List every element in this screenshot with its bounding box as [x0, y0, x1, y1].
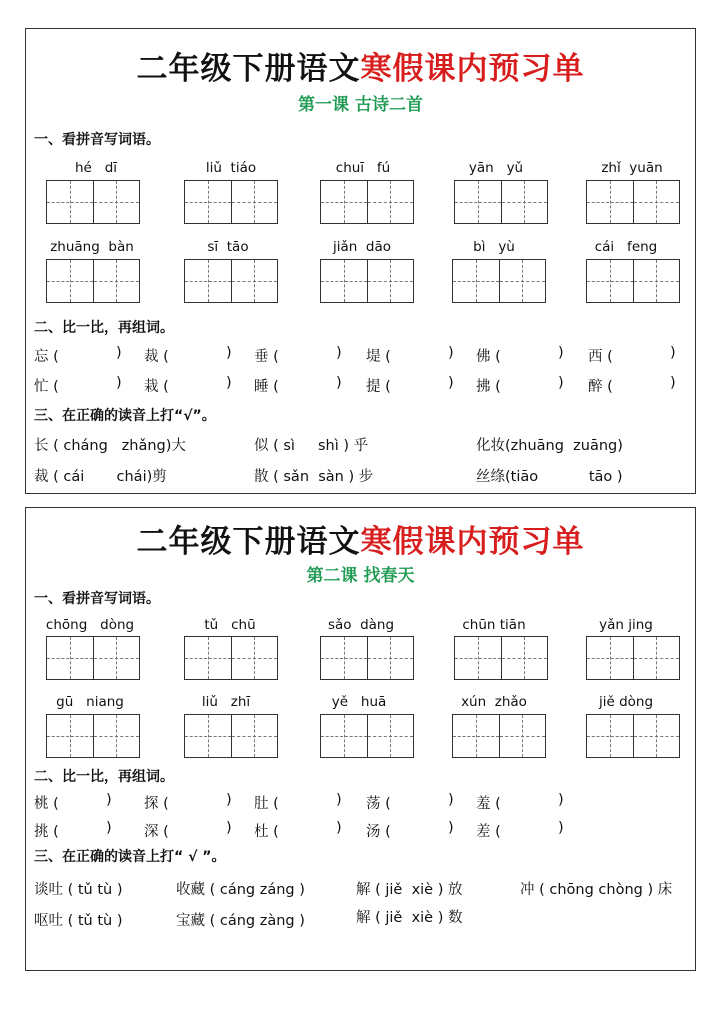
- compare-char: 佛 (: [476, 349, 501, 365]
- reading-item: 收藏 ( cáng záng ): [176, 882, 305, 898]
- reading-item: 宝藏 ( cáng zàng ): [176, 913, 305, 929]
- pinyin-label: yān yǔ: [468, 160, 524, 176]
- writing-grid[interactable]: [586, 636, 680, 680]
- compare-close-paren: ): [558, 820, 564, 836]
- pinyin-label: yǎn jing: [599, 617, 653, 633]
- section-pinyin-heading: 一、看拼音写词语。: [34, 591, 160, 607]
- writing-grid[interactable]: [46, 714, 140, 758]
- compare-close-paren: ): [670, 345, 676, 361]
- section-compare-heading: 二、比一比，再组词。: [34, 320, 174, 336]
- compare-close-paren: ): [226, 820, 232, 836]
- reading-item: 丝绦(tiāo tāo ): [476, 469, 623, 485]
- writing-grid[interactable]: [454, 636, 548, 680]
- worksheet-lesson-1: [25, 28, 696, 494]
- reading-item: 谈吐 ( tǔ tù ): [34, 882, 123, 898]
- compare-char: 汤 (: [366, 824, 391, 840]
- reading-item: 解 ( jiě xiè ) 数: [356, 910, 463, 926]
- pinyin-label: cái feng: [594, 239, 658, 255]
- writing-grid[interactable]: [320, 259, 414, 303]
- pinyin-label: chōng dòng: [45, 617, 135, 633]
- reading-item: 呕吐 ( tǔ tù ): [34, 913, 123, 929]
- writing-grid[interactable]: [184, 180, 278, 224]
- compare-close-paren: ): [670, 375, 676, 391]
- compare-close-paren: ): [226, 345, 232, 361]
- compare-close-paren: ): [116, 375, 122, 391]
- compare-char: 垂 (: [254, 349, 279, 365]
- worksheet-title: 二年级下册语文寒假课内预习单: [136, 524, 585, 560]
- compare-close-paren: ): [226, 375, 232, 391]
- writing-grid[interactable]: [46, 180, 140, 224]
- compare-close-paren: ): [448, 820, 454, 836]
- compare-char: 荡 (: [366, 796, 391, 812]
- writing-grid[interactable]: [46, 259, 140, 303]
- section-reading-heading: 三、在正确的读音上打“ √ ”。: [34, 849, 226, 865]
- compare-char: 桃 (: [34, 796, 59, 812]
- lesson-title: 第一课 古诗二首: [298, 95, 423, 115]
- pinyin-label: zhuāng bàn: [50, 239, 134, 255]
- compare-close-paren: ): [448, 792, 454, 808]
- writing-grid[interactable]: [184, 636, 278, 680]
- pinyin-label: sī tāo: [207, 239, 249, 255]
- writing-grid[interactable]: [586, 714, 680, 758]
- writing-grid[interactable]: [184, 259, 278, 303]
- compare-close-paren: ): [448, 375, 454, 391]
- compare-char: 睡 (: [254, 379, 279, 395]
- compare-close-paren: ): [336, 792, 342, 808]
- worksheet-title: 二年级下册语文寒假课内预习单: [136, 51, 585, 87]
- pinyin-label: chuī fú: [335, 160, 391, 176]
- reading-item: 化妆(zhuāng zuāng): [476, 438, 623, 454]
- writing-grid[interactable]: [586, 180, 680, 224]
- writing-grid[interactable]: [46, 636, 140, 680]
- pinyin-label: hé dī: [74, 160, 118, 176]
- compare-close-paren: ): [106, 820, 112, 836]
- compare-char: 探 (: [144, 796, 169, 812]
- writing-grid[interactable]: [320, 180, 414, 224]
- reading-item: 长 ( cháng zhǎng)大: [34, 438, 186, 454]
- compare-close-paren: ): [116, 345, 122, 361]
- compare-char: 忘 (: [34, 349, 59, 365]
- writing-grid[interactable]: [184, 714, 278, 758]
- reading-item: 裁 ( cái chái)剪: [34, 469, 167, 485]
- pinyin-label: jiě dòng: [598, 694, 654, 710]
- compare-char: 醉 (: [588, 379, 613, 395]
- pinyin-label: bì yù: [473, 239, 515, 255]
- compare-close-paren: ): [336, 375, 342, 391]
- writing-grid[interactable]: [320, 714, 414, 758]
- compare-close-paren: ): [336, 820, 342, 836]
- compare-char: 西 (: [588, 349, 613, 365]
- compare-char: 裁 (: [144, 349, 169, 365]
- writing-grid[interactable]: [586, 259, 680, 303]
- compare-char: 杜 (: [254, 824, 279, 840]
- reading-item: 冲 ( chōng chòng ) 床: [520, 882, 673, 898]
- section-reading-heading: 三、在正确的读音上打“√”。: [34, 408, 216, 424]
- compare-close-paren: ): [106, 792, 112, 808]
- compare-close-paren: ): [226, 792, 232, 808]
- pinyin-label: chūn tiān: [462, 617, 526, 633]
- compare-char: 提 (: [366, 379, 391, 395]
- pinyin-label: liǔ zhī: [201, 694, 251, 710]
- writing-grid[interactable]: [320, 636, 414, 680]
- pinyin-label: xún zhǎo: [461, 694, 527, 710]
- compare-char: 拂 (: [476, 379, 501, 395]
- section-pinyin-heading: 一、看拼音写词语。: [34, 132, 160, 148]
- compare-char: 深 (: [144, 824, 169, 840]
- compare-char: 差 (: [476, 824, 501, 840]
- writing-grid[interactable]: [454, 180, 548, 224]
- compare-char: 挑 (: [34, 824, 59, 840]
- reading-item: 似 ( sì shì ) 乎: [254, 438, 369, 454]
- pinyin-label: gū niang: [56, 694, 124, 710]
- reading-item: 散 ( sǎn sàn ) 步: [254, 469, 374, 485]
- compare-char: 堤 (: [366, 349, 391, 365]
- pinyin-label: liǔ tiáo: [205, 160, 257, 176]
- lesson-title: 第二课 找春天: [306, 566, 415, 586]
- compare-close-paren: ): [558, 792, 564, 808]
- writing-grid[interactable]: [452, 714, 546, 758]
- pinyin-label: zhǐ yuān: [601, 160, 663, 176]
- section-compare-heading: 二、比一比，再组词。: [34, 769, 174, 785]
- reading-item: 解 ( jiě xiè ) 放: [356, 882, 463, 898]
- compare-close-paren: ): [448, 345, 454, 361]
- writing-grid[interactable]: [452, 259, 546, 303]
- pinyin-label: jiǎn dāo: [332, 239, 392, 255]
- compare-close-paren: ): [336, 345, 342, 361]
- compare-char: 肚 (: [254, 796, 279, 812]
- compare-char: 忙 (: [34, 379, 59, 395]
- worksheet-lesson-2: [25, 507, 696, 971]
- compare-close-paren: ): [558, 375, 564, 391]
- pinyin-label: tǔ chū: [204, 617, 256, 633]
- compare-char: 羞 (: [476, 796, 501, 812]
- pinyin-label: sǎo dàng: [327, 617, 395, 633]
- pinyin-label: yě huā: [331, 694, 387, 710]
- compare-close-paren: ): [558, 345, 564, 361]
- compare-char: 栽 (: [144, 379, 169, 395]
